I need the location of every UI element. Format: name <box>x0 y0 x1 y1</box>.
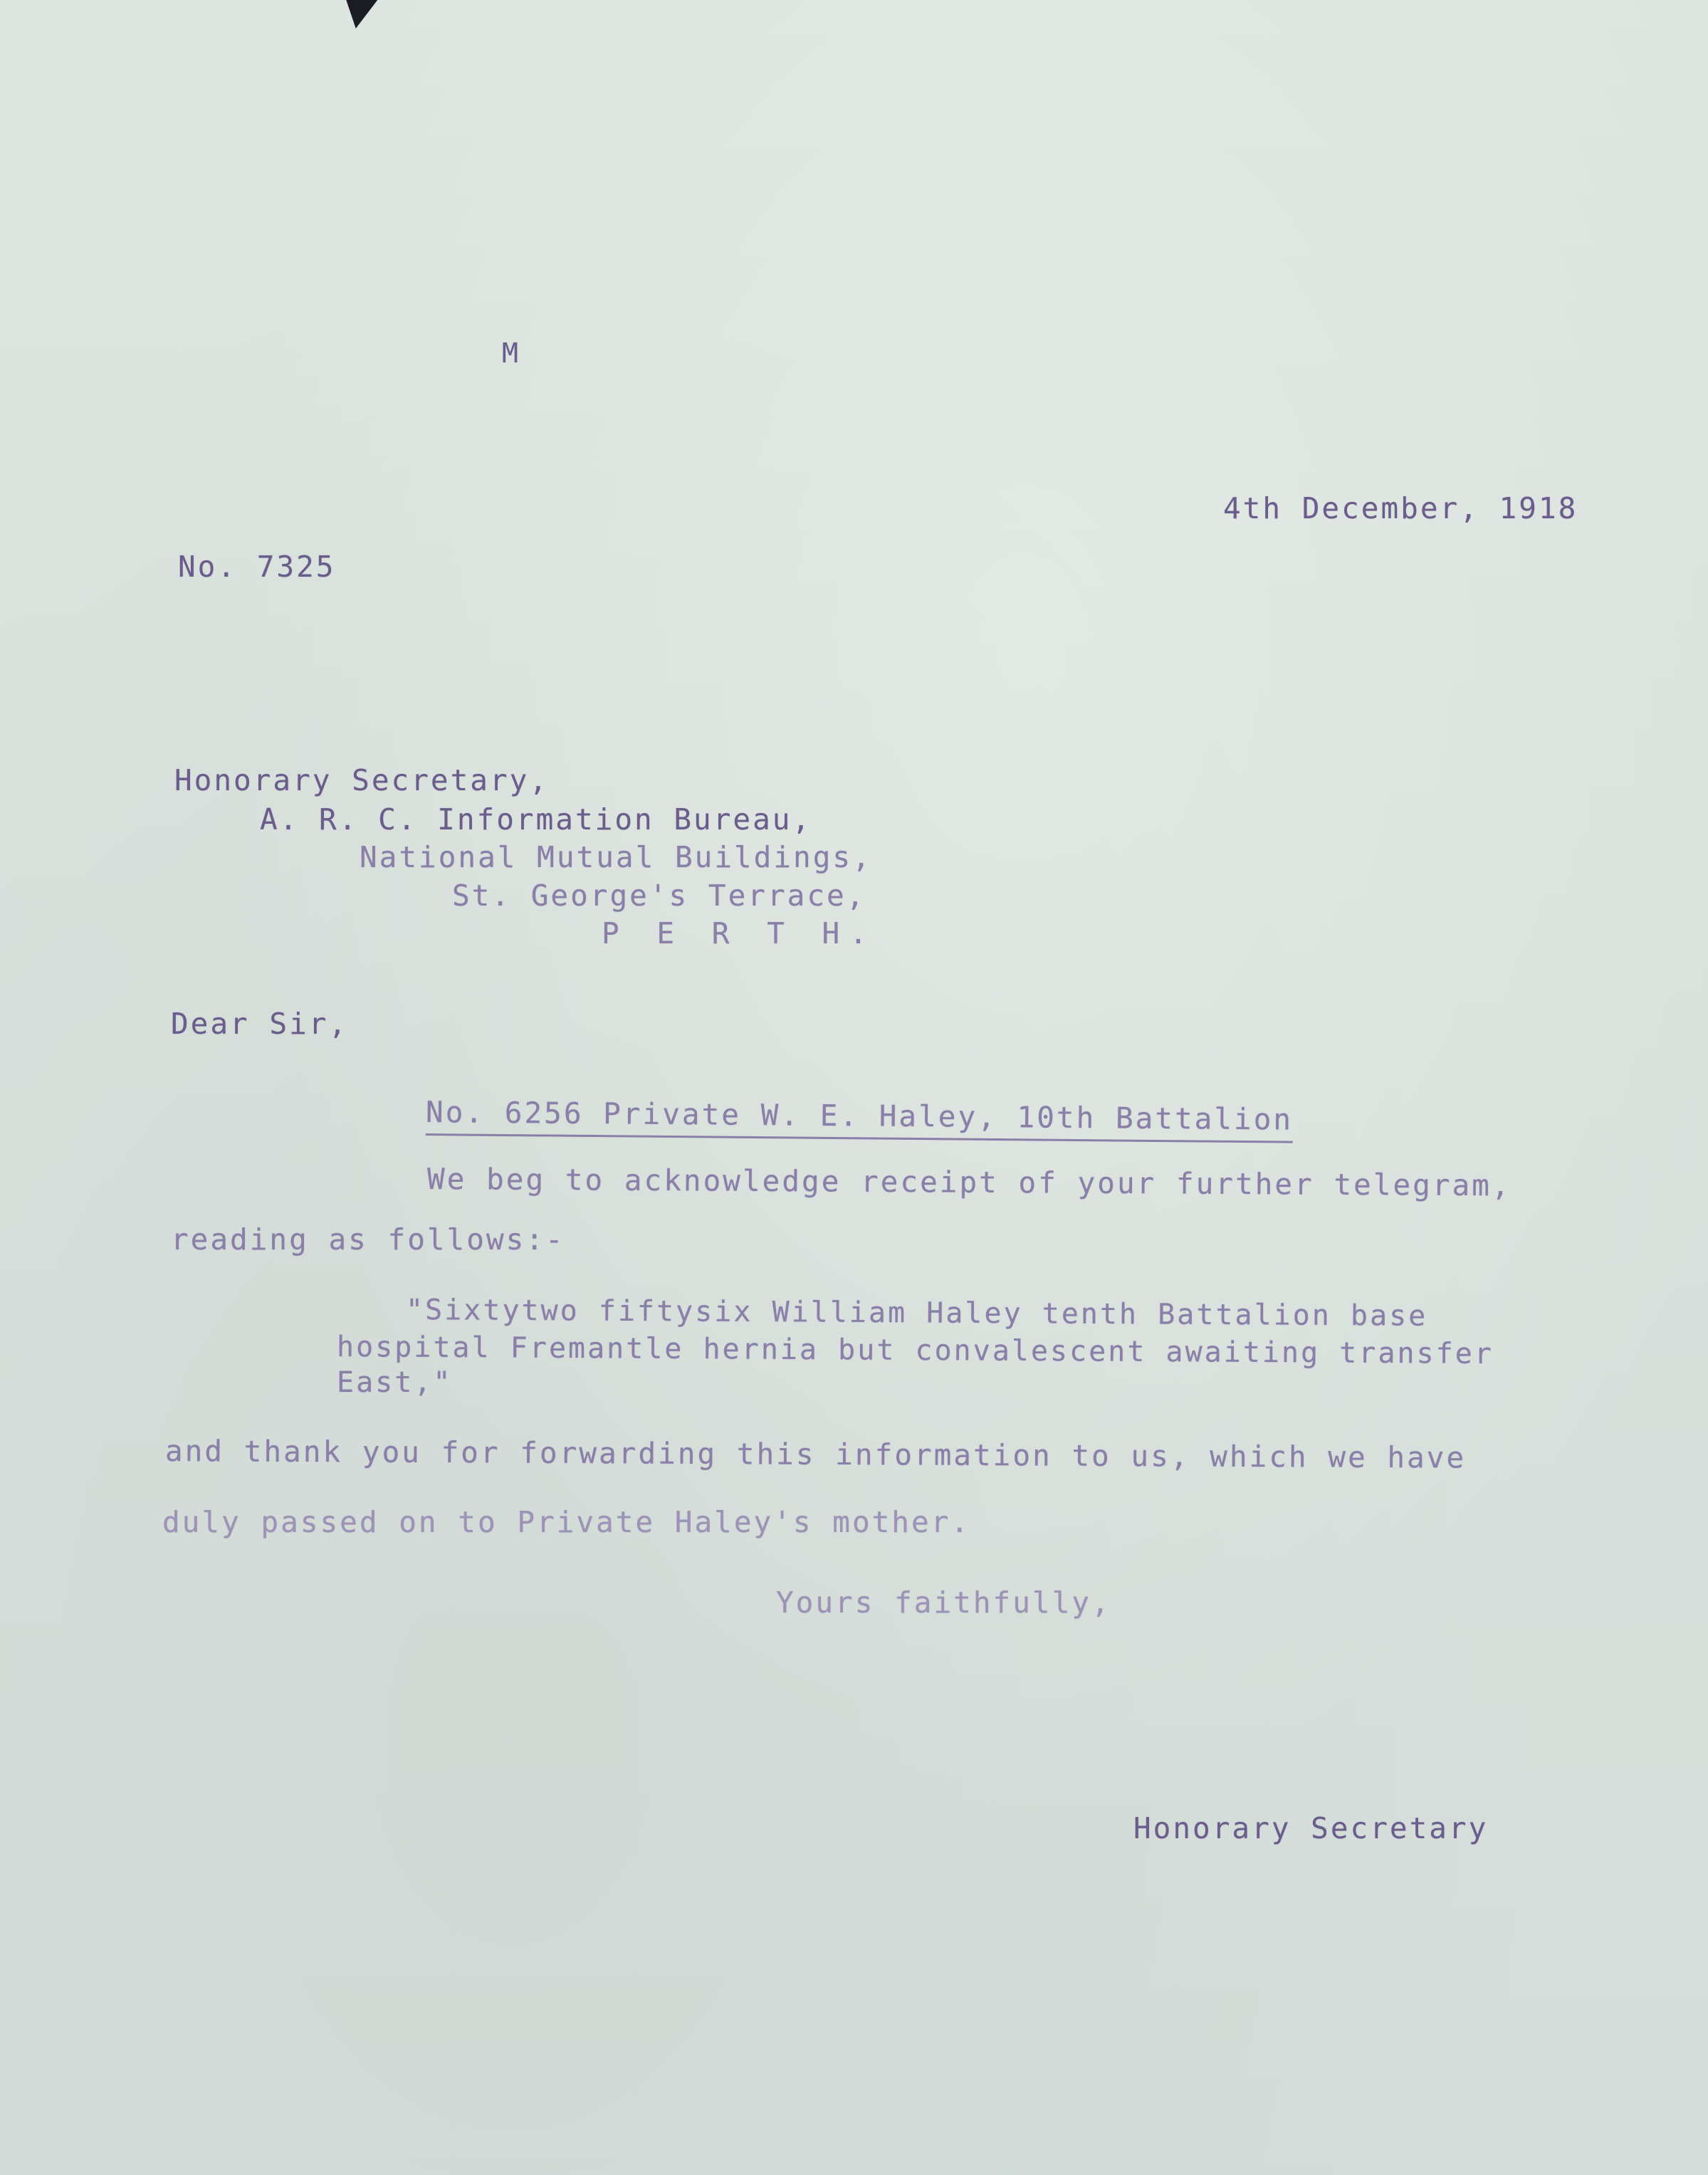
telegram-quote-line-2: hospital Fremantle hernia but convalescent awaiting transfer <box>336 1331 1494 1370</box>
telegram-quote-line-1: "Sixtytwo fiftysix William Haley tenth Battalion base <box>405 1294 1428 1333</box>
salutation: Dear Sir, <box>171 1007 349 1041</box>
recipient-street: St. George's Terrace, <box>452 879 866 913</box>
recipient-organisation: A. R. C. Information Bureau, <box>260 802 812 837</box>
body-line-4: duly passed on to Private Haley's mother. <box>162 1505 971 1539</box>
reference-number: No. 7325 <box>178 550 336 584</box>
body-line-2: reading as follows:- <box>171 1222 565 1257</box>
recipient-city: P E R T H. <box>602 916 877 950</box>
recipient-title: Honorary Secretary, <box>174 763 549 797</box>
signature-title: Honorary Secretary <box>1133 1811 1489 1845</box>
closing: Yours faithfully, <box>776 1586 1111 1620</box>
recipient-building: National Mutual Buildings, <box>360 840 872 874</box>
letter-date: 4th December, 1918 <box>1223 491 1578 525</box>
body-line-3: and thank you for forwarding this information to us, which we have <box>164 1434 1467 1475</box>
body-line-1: We beg to acknowledge receipt of your further telegram, <box>426 1162 1511 1203</box>
telegram-quote-line-3: East," <box>337 1366 453 1399</box>
subject-line: No. 6256 Private W. E. Haley, 10th Battalion <box>426 1094 1294 1143</box>
reference-letter: M <box>502 337 520 369</box>
corner-mark <box>340 0 378 28</box>
